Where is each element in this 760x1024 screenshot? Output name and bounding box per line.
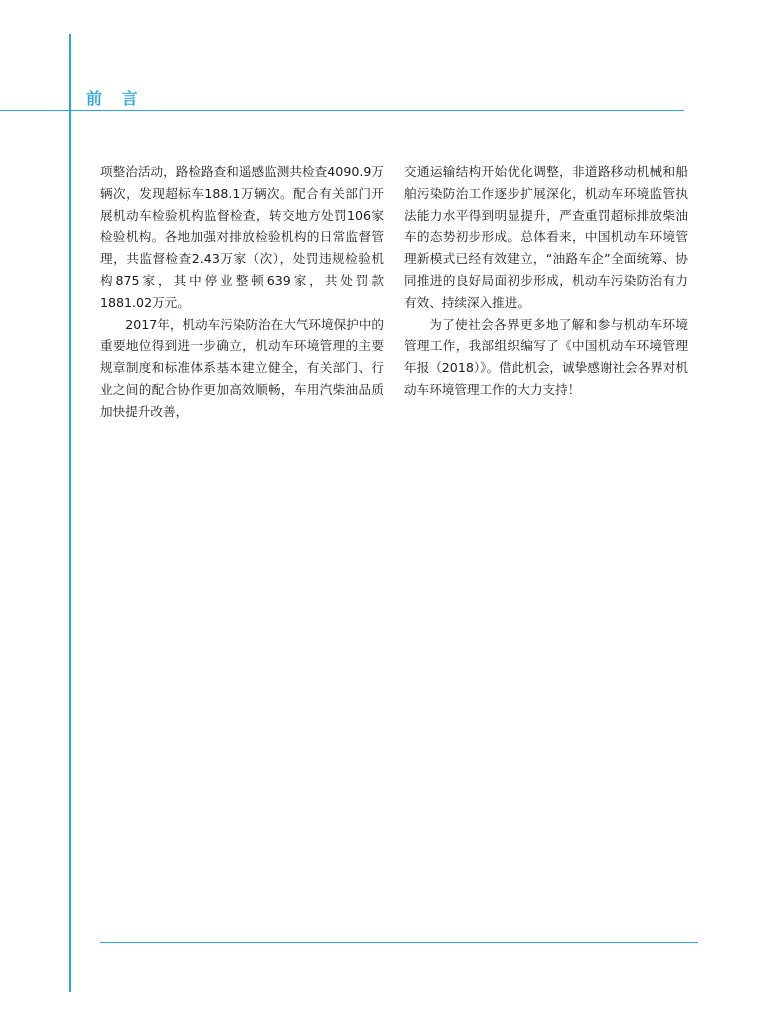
page-vertical-rule xyxy=(69,34,71,992)
header-rule xyxy=(0,110,684,111)
right-column xyxy=(404,161,688,401)
section-title: 前 言 xyxy=(86,89,145,108)
body-paragraph: 为了使社会各界更多地了解和参与机动车环境管理工作，我部组织编写了《中国机动车环境管理年报（2018）》。借此机会，诚挚感谢社会各界对机动车环境管理工作的大力支持！ xyxy=(404,316,688,397)
body-paragraph-continued: 交通运输结构开始优化调整，非道路移动机械和船舶污染防治工作逐步扩展深化，机动车环境监管执法能力水平得到明显提升，严查重罚超标排放柴油车的态势初步形成。总体看来，中国机动车环境管理新模式已经有效建立，“油路车企”全面统筹、协同推进的良好局面初步形成，机动车污染防治有力有效、持续深入推进。 xyxy=(404,164,688,310)
body-paragraph-continued: 项整治活动，路检路查和遥感监测共检查4090.9万辆次，发现超标车188.1万辆次。配合有关部门开展机动车检验机构监督检查，转交地方处罚106家检验机构。各地加强对排放检验机构的日常监督管理，共监督检查2.43万家（次），处罚违规检验机构875家，其中停业整顿639家，共处罚款1881.02万元。 xyxy=(100,164,384,310)
footer-rule xyxy=(100,942,698,943)
left-column xyxy=(100,161,384,423)
body-paragraph: 2017年，机动车污染防治在大气环境保护中的重要地位得到进一步确立，机动车环境管理的主要规章制度和标准体系基本建立健全，有关部门、行业之间的配合协作更加高效顺畅，车用汽柴油品质加快提升改善， xyxy=(100,316,384,419)
